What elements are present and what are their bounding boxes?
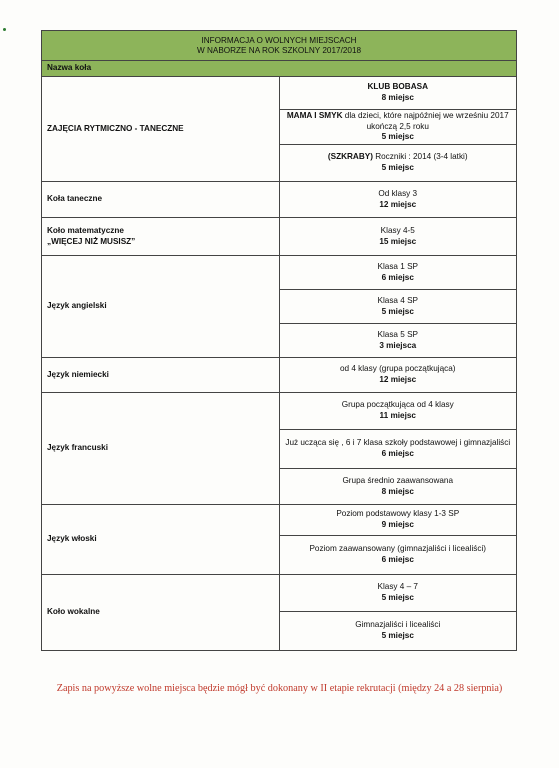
seats-available: 6 miejsc [381,555,414,564]
offer-description [280,476,517,487]
table-row [42,218,517,256]
scan-mark [3,28,6,31]
offer-entry [280,324,517,357]
seats-available: 3 miejsca [379,340,417,350]
offers-cell [279,218,517,256]
offers-cell [279,256,517,358]
offer-text: Gimnazjaliści i licealiści [355,620,441,630]
column-header-row [42,61,517,77]
offer-description [280,82,517,93]
activity-name-line: Język angielski [47,301,107,311]
activity-name-line: Koła taneczne [47,194,103,204]
seats-available: 5 miejsc [381,306,414,316]
table-title-line-1: INFORMACJA O WOLNYCH MIEJSCACH [201,36,357,46]
activity-name [42,393,280,505]
offers-cell [279,77,517,182]
seats-available: 5 miejsc [381,631,414,640]
enrollment-note: Zapis na powyższe wolne miejsca będzie mógł być dokonany w II etapie rekrutacji (między 24 a 28 sierpnia) [56,683,503,694]
table-title [42,31,517,61]
offer-entry [280,505,517,536]
offer-entry [280,77,517,110]
table-row [42,182,517,218]
offer-description [280,262,517,273]
offer-entry [280,612,517,650]
seats-available: 6 miejsc [381,449,414,458]
activity-name [42,358,280,393]
vacancy-table-container [41,30,517,651]
seats-available: 8 miejsc [381,486,414,496]
activity-name-line: Koło matematyczne [47,225,124,235]
activity-name [42,218,280,256]
offer-entry [280,430,517,469]
offer-text: Klasy 4 – 7 [377,582,418,592]
activity-name [42,505,280,575]
offer-text: Klasa 1 SP [377,261,418,271]
offer-entry [280,182,517,217]
activity-name [42,256,280,358]
offer-description [280,620,517,631]
offer-entry [280,145,517,181]
seats-available: 15 miejsc [379,236,417,246]
column-header: Nazwa koła [42,61,517,77]
seats-available: 12 miejsc [379,199,417,209]
offer-text: Poziom zaawansowany (gimnazjaliści i licealiści) [309,544,487,554]
activity-name [42,182,280,218]
activity-name-line: Język francuski [47,443,108,453]
table-row [42,575,517,651]
offer-text: dla dzieci, które najpóźniej we wrześniu 2017 ukończą 2,5 roku [342,110,509,131]
offer-description [280,364,517,375]
seats-available: 8 miejsc [381,93,414,102]
table-row [42,358,517,393]
offer-entry [280,393,517,430]
seats-available: 12 miejsc [379,375,417,384]
offer-text: Klasy 4-5 [380,225,415,235]
offers-cell [279,505,517,575]
offer-entry [280,469,517,504]
activity-name-line: Język włoski [47,534,97,544]
offer-entry [280,575,517,612]
offer-text: Poziom podstawowy klasy 1-3 SP [336,509,460,519]
table-row [42,393,517,505]
offer-entry [280,110,517,145]
offer-description [280,152,517,163]
offer-entry [280,256,517,290]
offer-entry [280,218,517,255]
offer-description [280,582,517,593]
table-row [42,77,517,182]
table-row [42,505,517,575]
offer-description [280,544,517,555]
offer-group-name: (SZKRABY) [327,152,373,162]
offer-text: Klasa 4 SP [377,295,418,305]
offer-description [280,400,517,411]
offers-cell [279,358,517,393]
offer-text: Od klasy 3 [378,188,418,198]
vacancy-table [41,30,517,651]
offer-text: Roczniki : 2014 (3-4 latki) [372,152,468,162]
offer-description [280,509,517,520]
activity-name-line: Koło wokalne [47,607,100,617]
offer-text: Grupa początkująca od 4 klasy [341,400,454,410]
offers-cell [279,393,517,505]
seats-available: 5 miejsc [381,163,414,172]
table-title-row [42,31,517,61]
activity-name-line: ZAJĘCIA RYTMICZNO - TANECZNE [47,123,184,133]
offer-text: Grupa średnio zaawansowana [342,475,454,485]
activity-name-line: „WIĘCEJ NIŻ MUSISZ” [47,236,136,246]
offer-entry [280,290,517,324]
offer-group-name: KLUB BOBASA [367,82,428,92]
offer-text: od 4 klasy (grupa początkująca) [339,364,456,374]
offer-description [280,296,517,307]
offers-cell [279,182,517,218]
seats-available: 6 miejsc [381,272,414,282]
seats-available: 9 miejsc [381,520,414,529]
offer-group-name: MAMA I SMYK [286,110,343,120]
offer-entry [280,536,517,574]
offer-description [280,111,517,133]
offer-description [280,330,517,341]
table-title-line-2: W NABORZE NA ROK SZKOLNY 2017/2018 [196,46,362,55]
table-row [42,256,517,358]
activity-name-line: Język niemiecki [47,369,109,379]
offer-description [280,226,517,237]
activity-name [42,575,280,651]
seats-available: 11 miejsc [379,411,416,420]
offer-entry [280,358,517,392]
seats-available: 5 miejsc [381,132,414,142]
offer-text: Klasa 5 SP [377,329,418,339]
offer-description [280,438,517,449]
seats-available: 5 miejsc [381,593,414,602]
offers-cell [279,575,517,651]
activity-name [42,77,280,182]
offer-text: Już ucząca się , 6 i 7 klasa szkoły podstawowej i gimnazjaliści [285,438,511,448]
offer-description [280,189,517,200]
